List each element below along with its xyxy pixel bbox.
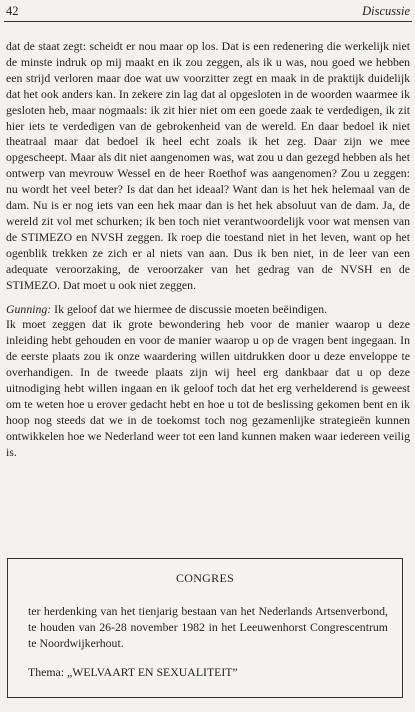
speaker-turn (6, 302, 410, 318)
header-rule (4, 21, 412, 22)
announcement-theme: Thema: „WELVAART EN SEXUALITEIT” (28, 665, 238, 679)
announcement-title: CONGRES (175, 571, 235, 585)
announcement-text: ter herdenking van het tienjarig bestaan van het Nederlands Artsenverbond, te houden van 26-28 november 1982 in het Leeuwenhorst Congrescentrum te Noordwijkerhout. (28, 604, 388, 650)
page-body (6, 39, 410, 461)
running-title: Discussie (362, 4, 410, 18)
speaker-line: Ik geloof dat we hiermee de discussie moeten beëindigen. (51, 301, 328, 316)
page-header (6, 2, 410, 22)
page-number: 42 (6, 4, 19, 18)
paragraph-spacer (6, 294, 410, 302)
paragraph-1: dat de staat zegt: scheidt er nou maar op los. Dat is een redenering die werkelijk niet de minste indruk op mij maakt en ik zou zeggen, als ik u was, nou goed we hebben een strijd verloren maar doe wat uw voorzitter zegt en maak in de praktijk duidelijk dat het ook anders kan. In zekere zin lag dat al opgesloten in de woorden waarmee ik gesloten heb, maar nogmaals: ik zit hier niet om een goede zaak te verdedigen, ik zit hier iets te verdedigen van de gebrokenheid van de wereld. En daar bedoel ik niet theatraal maar dat bedoel ik heel echt zoals ik het zeg. Daar zijn we mee opgescheept. Maar als dit niet aangenomen was, wat zou u dan gezegd hebben als het ontwerp van mevrouw Wessel en de heer Roethof was aangenomen? Zou u zeggen: nu wordt het veel beter? Is dat dan het ideaal? Want dan is het hek helemaal van de dam. Nu is er nog iets van een hek maar dan is het hek absoluut van de dam. Ja, de wereld zit vol met schurken; ik ben toch niet verantwoordelijk voor wat mensen van de STIMEZO en NVSH zeggen. Ik roep die toestand niet in het leven, want op het ogenblik trekken ze zich er al niets van aan. Dus ik ben niet, in de leer van een adequate veroorzaking, de veroorzaker van het gedrag van de NVSH en de STIMEZO. Dat moet u ook niet zeggen. (6, 39, 410, 292)
paragraph-2: Ik moet zeggen dat ik grote bewondering heb voor de manier waarop u deze inleiding hebt gehouden en voor de manier waarop u op de vragen bent ingegaan. In de eerste plaats zou ik onze waardering willen uitdrukken door u deze enveloppe te overhandigen. In de tweede plaats zijn wij heel erg dankbaar dat u op deze uitnodiging hebt willen ingaan en ik geloof toch dat het erg verhelderend is geweest om te weten hoe u erover gedacht hebt en hoe u tot de beslissing gekomen bent en ik hoop nog steeds dat we in de toekomst toch nog gezamenlijke strategieën kunnen ontwikkelen hoe we Nederland weer tot een land kunnen maken waar iedereen veilig is. (6, 317, 410, 459)
congress-announcement-box (7, 558, 403, 698)
speaker-name: Gunning: (6, 301, 52, 316)
